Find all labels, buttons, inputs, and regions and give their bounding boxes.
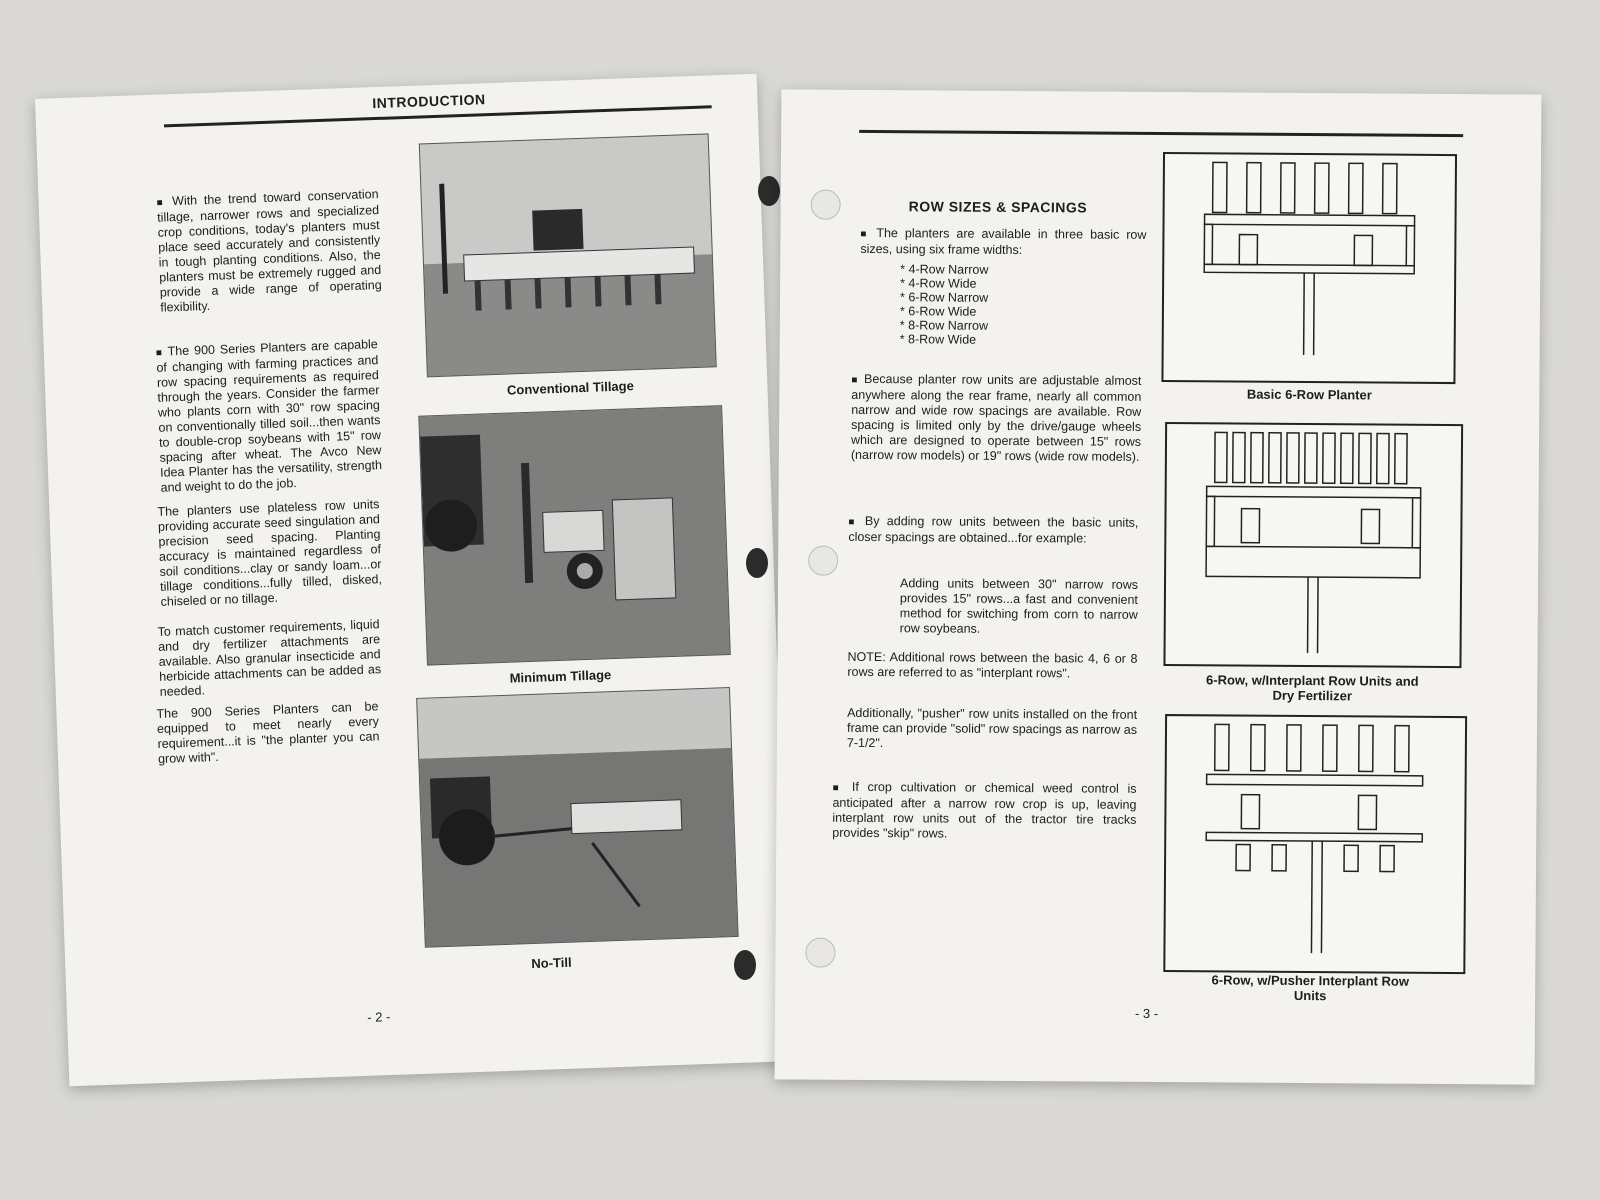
right-page	[775, 89, 1542, 1084]
caption-no-till: No-Till	[531, 954, 572, 972]
section-heading: ROW SIZES & SPACINGS	[908, 198, 1088, 216]
photo-no-till	[416, 687, 739, 948]
photo-minimum-tillage	[418, 405, 731, 665]
cultivation-paragraph: ■ If crop cultivation or chemical weed control is anticipated after a narrow row crop is up, leaving interplant row units out of the tractor tire tracks provides "skip" rows.	[832, 780, 1136, 843]
page-number-right: - 3 -	[1134, 1005, 1159, 1022]
adjustable-paragraph: ■ Because planter row units are adjustable almost anywhere along the rear frame, nearly all common narrow and wide row spacings are available. Row spacing is limited only by the drive/gauge wheels which are designed to operate between 15" rows (narrow row models) or 19" rows (wide row models).	[851, 372, 1142, 465]
diagram-pusher-interplant	[1163, 714, 1467, 974]
adding-units-paragraph: ■ By adding row units between the basic units, closer spacings are obtained...for example:	[848, 514, 1138, 547]
binder-hole	[811, 190, 841, 220]
caption-interplant-dry-fertilizer: 6-Row, w/Interplant Row Units and Dry Fertilizer	[1206, 672, 1419, 704]
binder-hole	[734, 950, 756, 980]
left-page	[35, 74, 791, 1087]
row-size-item: * 4-Row Narrow	[900, 262, 988, 277]
diagram-interplant-dry-fertilizer	[1163, 422, 1463, 668]
row-size-item: * 4-Row Wide	[900, 276, 988, 291]
intro-paragraph-1: ■ With the trend toward conservation tillage, narrower rows and specialized crop conditions, today's planters must place seed accurately and consistently in tough planting conditions. Also, the planters must be extremely rugged and provide a wide range of operating flexibility.	[156, 187, 382, 316]
page-heading: INTRODUCTION	[372, 91, 486, 112]
caption-pusher-interplant: 6-Row, w/Pusher Interplant Row Units	[1211, 972, 1410, 1004]
binder-hole	[758, 176, 780, 206]
intro-paragraph-4: To match customer requirements, liquid and dry fertilizer attachments are available. Also granular insecticide and herbicide attachments can be added as needed.	[157, 617, 382, 699]
binder-hole	[808, 546, 838, 576]
row-size-item: * 8-Row Narrow	[900, 318, 988, 333]
header-rule	[859, 130, 1463, 137]
photo-conventional-tillage	[419, 133, 717, 377]
binder-hole	[746, 548, 768, 578]
note-paragraph: NOTE: Additional rows between the basic 4, 6 or 8 rows are referred to as "interplant rows".	[847, 649, 1138, 681]
row-size-list	[900, 262, 989, 347]
row-sizes-intro: ■ The planters are available in three basic row sizes, using six frame widths:	[860, 226, 1146, 259]
example-paragraph: Adding units between 30" narrow rows provides 15" rows...a fast and convenient method for switching from corn to narrow row soybeans.	[899, 576, 1139, 636]
intro-paragraph-5: The 900 Series Planters can be equipped to meet nearly every requirement...it is "the planter you can grow with".	[156, 699, 380, 767]
caption-basic-6-row: Basic 6-Row Planter	[1246, 386, 1372, 403]
pusher-paragraph: Additionally, "pusher" row units installed on the front frame can provide "solid" row spacings as narrow as 7-1/2".	[846, 705, 1138, 751]
caption-minimum-tillage: Minimum Tillage	[509, 667, 612, 686]
intro-paragraph-3: The planters use plateless row units providing accurate seed singulation and precision seed spacing. Planting accuracy is maintained regardless of soil conditions...clay or sandy loam...or tillage conditions...fully tilled, disked, chiseled or no tillage.	[157, 497, 383, 609]
binder-hole	[805, 938, 835, 968]
page-number-left: - 2 -	[366, 1009, 391, 1025]
diagram-basic-6-row	[1161, 152, 1457, 384]
row-size-item: * 6-Row Wide	[900, 304, 988, 319]
caption-conventional-tillage: Conventional Tillage	[506, 378, 635, 398]
row-size-item: * 6-Row Narrow	[900, 290, 988, 305]
intro-paragraph-2: ■ The 900 Series Planters are capable of changing with farming practices and row spacing requirements as required through the years. Consider the farmer who plants corn with 30" row spacing on conventionally tilled soil...then wants to double-crop soybeans with 15" row spacing after wheat. The Avco New Idea Planter has the versatility, strength and weight to do the job.	[156, 337, 383, 496]
row-size-item: * 8-Row Wide	[900, 332, 988, 347]
